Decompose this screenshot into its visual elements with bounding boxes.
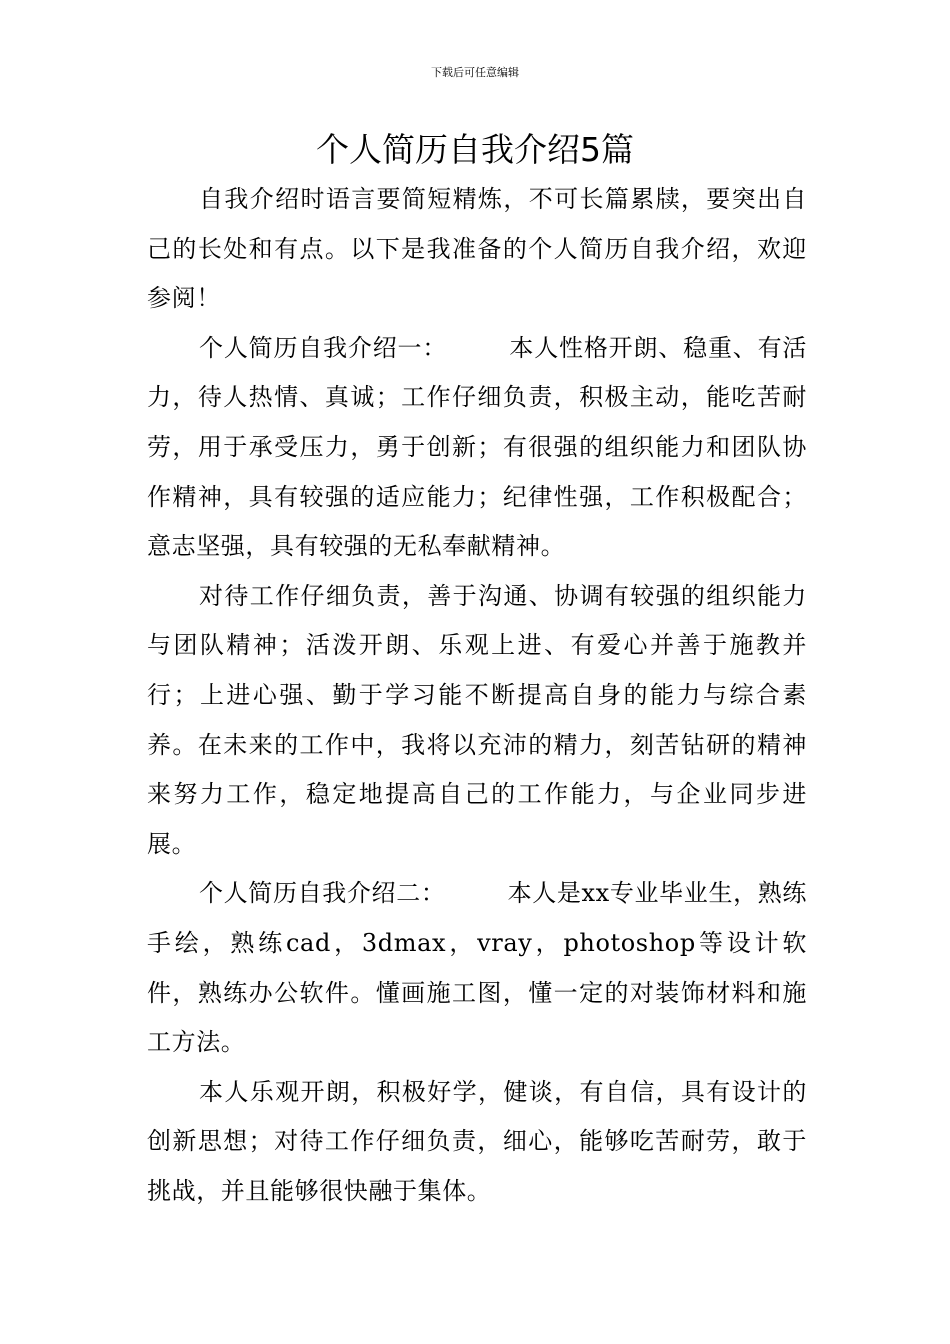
paragraph-section-one [147, 324, 807, 572]
paragraph-intro [147, 175, 807, 324]
paragraph-section-two [147, 869, 807, 1067]
paragraph-work-attitude [147, 572, 807, 870]
paragraph-text: 对待工作仔细负责，善于沟通、协调有较强的组织能力与团队精神；活泼开朗、乐观上进、有爱心并善于施教并行；上进心强、勤于学习能不断提高自身的能力与综合素养。在未来的工作中，我将以充沛的精力，刻苦钻研的精神来努力工作，稳定地提高自己的工作能力，与企业同步进展。 [147, 581, 807, 858]
paragraph-text: 本人乐观开朗，积极好学，健谈，有自信，具有设计的创新思想；对待工作仔细负责，细心，能够吃苦耐劳，敢于挑战，并且能够很快融于集体。 [147, 1077, 807, 1205]
section-heading: 个人简历自我介绍二： [199, 879, 446, 908]
header-note: 下载后可任意编辑 [431, 66, 519, 79]
document-body [147, 175, 807, 1216]
paragraph-text: 本人性格开朗、稳重、有活力，待人热情、真诚；工作仔细负责，积极主动，能吃苦耐劳，用于承受压力，勇于创新；有很强的组织能力和团队协作精神，具有较强的适应能力；纪律性强，工作积极配合；意志坚强，具有较强的无私奉献精神。 [147, 333, 808, 561]
paragraph-personality [147, 1068, 807, 1217]
paragraph-text: 本人是xx专业毕业生，熟练手绘，熟练cad，3dmax，vray，photoshop等设计软件，熟练办公软件。懂画施工图，懂一定的对装饰材料和施工方法。 [147, 879, 807, 1057]
section-heading: 个人简历自我介绍一： [199, 333, 448, 362]
document-title: 个人简历自我介绍5篇 [316, 130, 634, 169]
paragraph-text: 自我介绍时语言要简短精炼，不可长篇累牍，要突出自己的长处和有点。以下是我准备的个人简历自我介绍，欢迎参阅！ [147, 185, 807, 313]
